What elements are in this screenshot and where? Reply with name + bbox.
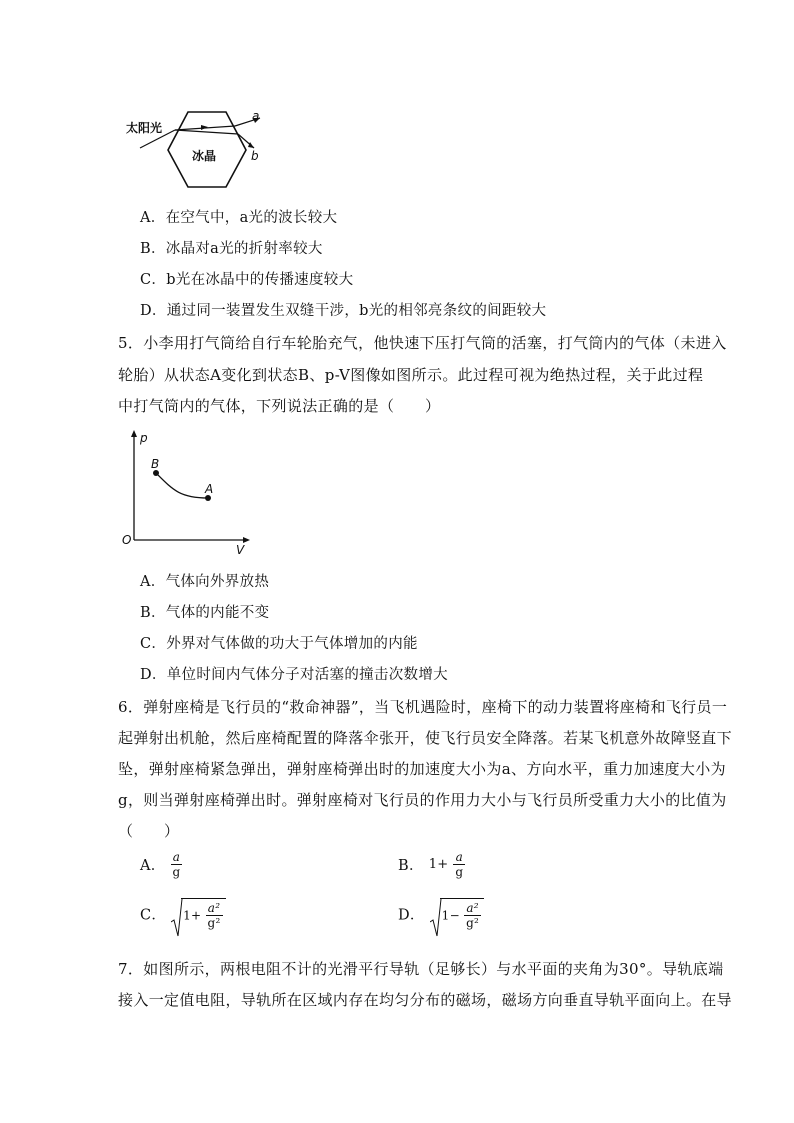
- crystal-label: 冰晶: [192, 149, 217, 163]
- sqrt-expression: 1+ $\frac{\text{a²}}{\text{g²}}$: [171, 898, 226, 930]
- radical-sign: [171, 898, 183, 938]
- q5-option-a: A．气体向外界放热: [140, 574, 270, 590]
- sqrt-expression: 1− $\frac{\text{a²}}{\text{g²}}$: [430, 898, 485, 930]
- v-axis-label: V: [236, 543, 245, 557]
- q6-option-a: A． $\frac{a}{g}$: [140, 850, 181, 879]
- q5-line-3: 中打气筒内的气体，下列说法正确的是（ ）: [118, 397, 441, 415]
- q4-option-b: B．冰晶对a光的折射率较大: [140, 241, 323, 257]
- q6-line-5: （ ）: [118, 822, 180, 840]
- q5-line-1: 5．小李用打气筒给自行车轮胎充气，他快速下压打气筒的活塞，打气筒内的气体（未进入: [118, 334, 727, 352]
- sunlight-label: 太阳光: [126, 121, 163, 135]
- pv-graph: [118, 428, 258, 558]
- ray-a-label: a: [252, 109, 260, 123]
- ice-crystal-figure: [120, 100, 280, 195]
- a-label: A: [205, 482, 214, 496]
- p-axis-label: p: [140, 431, 148, 445]
- fraction-a-over-g: $\frac{a}{g}$: [455, 850, 464, 879]
- q4-option-d: D．通过同一装置发生双缝干涉，b光的相邻亮条纹的间距较大: [140, 303, 547, 319]
- fraction-a-over-g: $\frac{a}{g}$: [172, 850, 181, 879]
- q6-option-d: D． 1− $\frac{\text{a²}}{\text{g²}}$: [398, 898, 484, 930]
- q5-option-d: D．单位时间内气体分子对活塞的撞击次数增大: [140, 667, 448, 683]
- q5-option-c: C．外界对气体做的功大于气体增加的内能: [140, 636, 418, 652]
- q7-line-2: 接入一定值电阻，导轨所在区域内存在均匀分布的磁场，磁场方向垂直导轨平面向上。在导: [118, 991, 733, 1009]
- q6-line-3: 坠，弹射座椅紧急弹出，弹射座椅弹出时的加速度大小为a、方向水平，重力加速度大小为: [118, 760, 726, 778]
- radical-sign: [430, 898, 442, 938]
- process-curve: [156, 473, 208, 498]
- q6-line-4: g，则当弹射座椅弹出时。弹射座椅对飞行员的作用力大小与飞行员所受重力大小的比值为: [118, 791, 727, 809]
- q6-option-c: C． 1+ $\frac{\text{a²}}{\text{g²}}$: [140, 898, 226, 930]
- origin-label: O: [122, 533, 132, 547]
- q5-option-b: B．气体的内能不变: [140, 605, 270, 621]
- q5-line-2: 轮胎）从状态A变化到状态B、p-V图像如图所示。此过程可视为绝热过程，关于此过程: [118, 366, 704, 384]
- q4-option-a: A．在空气中，a光的波长较大: [140, 210, 338, 226]
- q6-line-2: 起弹射出机舱，然后座椅配置的降落伞张开，使飞行员安全降落。若某飞机意外故障竖直下: [118, 729, 733, 747]
- ray-b-label: b: [251, 149, 259, 163]
- q4-option-c: C．b光在冰晶中的传播速度较大: [140, 272, 354, 288]
- b-label: B: [151, 457, 160, 471]
- q6-line-1: 6．弹射座椅是飞行员的“救命神器”，当飞机遇险时，座椅下的动力装置将座椅和飞行员一: [118, 698, 728, 716]
- q6-option-b: B． 1+ $\frac{a}{g}$: [398, 850, 464, 879]
- q7-line-1: 7．如图所示，两根电阻不计的光滑平行导轨（足够长）与水平面的夹角为30°。导轨底端: [118, 960, 724, 978]
